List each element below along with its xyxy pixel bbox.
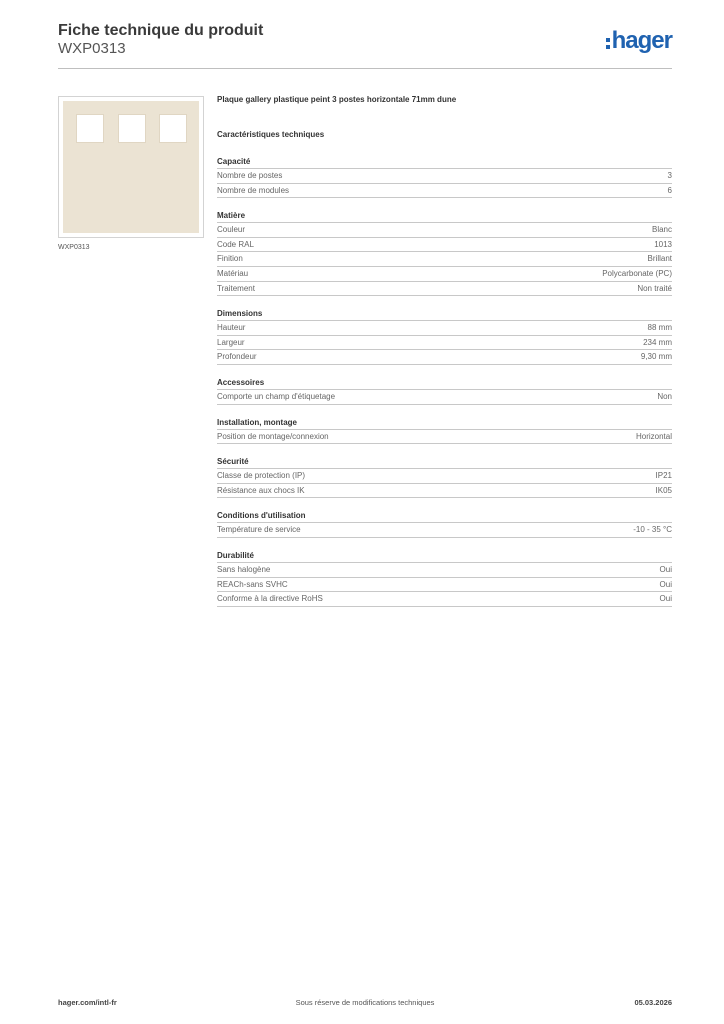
section-title: Matière	[217, 211, 246, 221]
spec-row	[217, 429, 672, 445]
spec-rows	[217, 562, 672, 607]
spec-rows	[217, 522, 672, 538]
spec-label: Profondeur	[217, 352, 257, 362]
spec-value: Horizontal	[635, 431, 672, 441]
spec-label: Position de montage/connexion	[217, 431, 329, 441]
section-title: Capacité	[217, 157, 251, 166]
spec-label: Couleur	[217, 225, 246, 235]
plate-opening	[76, 114, 104, 143]
spec-label: Code RAL	[217, 239, 254, 249]
spec-label: Hauteur	[217, 323, 246, 333]
product-description: Plaque gallery plastique peint 3 postes horizontale 71mm dune	[217, 95, 457, 104]
spec-row	[217, 389, 672, 405]
spec-value: IK05	[655, 485, 672, 495]
spec-value: IP21	[655, 471, 672, 481]
spec-value: 3	[667, 171, 672, 180]
spec-sections	[217, 156, 672, 607]
spec-rows	[217, 429, 672, 445]
spec-value: 88 mm	[647, 323, 672, 333]
spec-content	[217, 95, 672, 607]
footer-notice: Sous réserve de modifications techniques	[295, 998, 435, 1007]
spec-value: -10 - 35 °C	[633, 525, 672, 535]
spec-value: Brillant	[647, 254, 672, 264]
product-image-caption: WXP0313	[58, 244, 90, 251]
spec-row	[217, 168, 672, 183]
spec-row	[217, 320, 672, 335]
spec-label: Température de service	[217, 525, 301, 535]
spec-section	[217, 210, 672, 296]
spec-label: Conforme à la directive RoHS	[217, 594, 323, 604]
spec-value: Oui	[659, 564, 672, 574]
spec-row	[217, 468, 672, 483]
spec-rows	[217, 468, 672, 498]
section-title: Durabilité	[217, 550, 254, 560]
spec-row	[217, 349, 672, 365]
footer-website-link[interactable]: hager.com/intl-fr	[58, 998, 117, 1007]
spec-rows	[217, 222, 672, 296]
spec-row	[217, 251, 672, 266]
spec-section	[217, 377, 672, 405]
section-title: Sécurité	[217, 457, 249, 467]
spec-label: Nombre de modules	[217, 185, 290, 195]
spec-value: 1013	[654, 239, 672, 249]
spec-value: 6	[667, 185, 672, 195]
spec-label: Finition	[217, 254, 243, 264]
spec-row	[217, 266, 672, 281]
product-code: WXP0313	[58, 40, 126, 57]
section-title: Installation, montage	[217, 417, 298, 427]
spec-label: REACh-sans SVHC	[217, 579, 288, 589]
spec-row	[217, 591, 672, 607]
spec-value: 9,30 mm	[640, 352, 672, 362]
plate-opening	[159, 114, 187, 143]
spec-section	[217, 417, 672, 445]
spec-row	[217, 577, 672, 592]
logo-text: hager	[611, 27, 672, 54]
characteristics-heading: Caractéristiques techniques	[217, 130, 325, 139]
spec-row	[217, 335, 672, 350]
section-title: Conditions d'utilisation	[217, 511, 306, 521]
spec-section	[217, 550, 672, 607]
spec-section	[217, 308, 672, 365]
spec-label: Résistance aux chocs IK	[217, 485, 305, 495]
logo-colon-icon	[606, 38, 610, 49]
spec-label: Largeur	[217, 337, 245, 347]
section-title: Accessoires	[217, 377, 265, 387]
spec-label: Classe de protection (IP)	[217, 471, 306, 481]
spec-section	[217, 156, 672, 198]
spec-rows	[217, 320, 672, 365]
spec-row	[217, 562, 672, 577]
spec-label: Matériau	[217, 268, 249, 278]
spec-value: Oui	[659, 579, 672, 589]
product-image	[58, 96, 204, 238]
spec-section	[217, 510, 672, 538]
spec-rows	[217, 389, 672, 405]
spec-rows	[217, 168, 672, 198]
spec-section	[217, 456, 672, 498]
wall-plate-illustration	[63, 101, 199, 233]
spec-value: Non	[657, 391, 672, 401]
hager-logo[interactable]	[606, 29, 672, 53]
plate-opening	[118, 114, 146, 143]
spec-value: 234 mm	[643, 337, 672, 347]
spec-value: Non traité	[637, 283, 672, 293]
spec-row	[217, 237, 672, 252]
spec-label: Sans halogène	[217, 564, 271, 574]
spec-row	[217, 483, 672, 499]
page-title: Fiche technique du produit	[58, 22, 264, 39]
spec-value: Oui	[659, 594, 672, 604]
spec-label: Traitement	[217, 283, 255, 293]
spec-row	[217, 281, 672, 297]
spec-row	[217, 222, 672, 237]
spec-value: Blanc	[651, 225, 672, 235]
spec-label: Comporte un champ d'étiquetage	[217, 391, 336, 401]
section-title: Dimensions	[217, 309, 263, 319]
footer-date: 05.03.2026	[634, 998, 672, 1007]
spec-label: Nombre de postes	[217, 171, 283, 180]
spec-row	[217, 183, 672, 199]
spec-value: Polycarbonate (PC)	[602, 268, 672, 278]
header-divider	[58, 68, 672, 69]
spec-row	[217, 522, 672, 538]
